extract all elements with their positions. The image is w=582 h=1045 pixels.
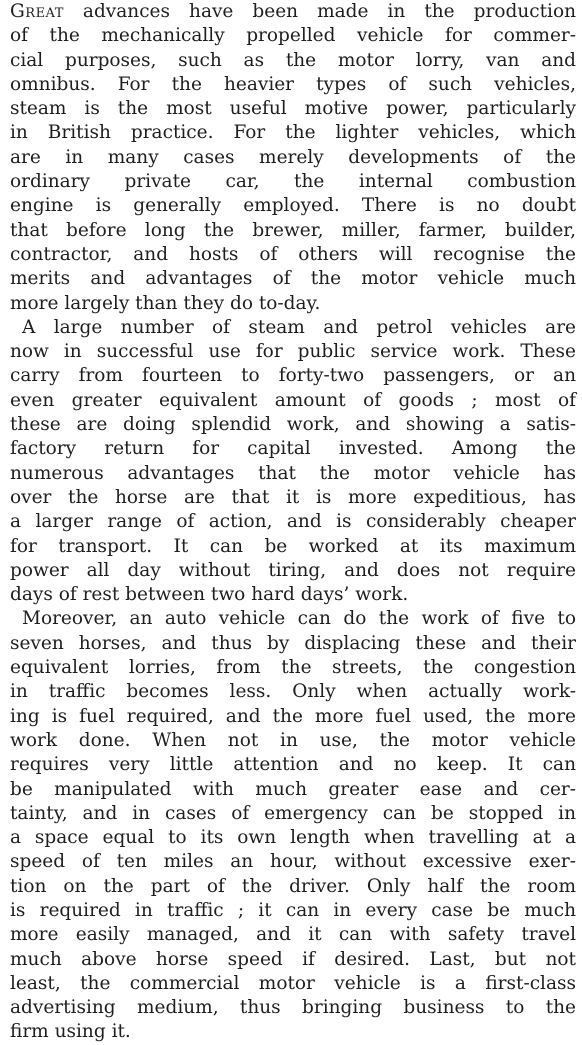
- text-line: numerous advantages that the motor vehicle has: [10, 462, 576, 484]
- text-line: days of rest between two hard days’ work.: [10, 584, 409, 606]
- text-line: [10, 0, 576, 24]
- text-line: of the mechanically propelled vehicle for commer-: [10, 25, 576, 47]
- text-line: in British practice. For the lighter vehicles, which: [10, 122, 576, 144]
- text-line: ing is fuel required, and the more fuel used, the more: [10, 705, 576, 727]
- text-line: steam is the most useful motive power, particularly: [10, 98, 576, 120]
- text-line: power all day without tiring, and does not require: [10, 559, 576, 581]
- text-line: much above horse speed if desired. Last, but not: [10, 948, 576, 970]
- paragraph-1: [10, 0, 576, 316]
- text-line: firm using it.: [10, 1021, 131, 1043]
- text-line: cial purposes, such as the motor lorry, van and: [10, 49, 576, 71]
- text-line: that before long the brewer, miller, farmer, builder,: [10, 219, 576, 241]
- text-line: A large number of steam and petrol vehicles are: [22, 316, 576, 338]
- text-line: a space equal to its own length when travelling at a: [10, 827, 576, 849]
- text-line: over the horse are that it is more expeditious, has: [10, 486, 576, 508]
- text-line: contractor, and hosts of others will recognise the: [10, 243, 576, 265]
- paragraph-2: [10, 316, 576, 608]
- text-line: these are doing splendid work, and showing a satis-: [10, 414, 576, 436]
- text-line: even greater equivalent amount of goods ; most of: [10, 389, 576, 411]
- text-line-content: advances have been made in the production: [63, 1, 576, 22]
- text-line: merits and advantages of the motor vehicle much: [10, 268, 576, 290]
- text-line: for transport. It can be worked at its maximum: [10, 535, 576, 557]
- text-line: omnibus. For the heavier types of such vehicles,: [10, 73, 576, 95]
- text-line: now in successful use for public service work. These: [10, 341, 576, 363]
- text-line: more easily managed, and it can with safety travel: [10, 924, 576, 946]
- text-line: requires very little attention and no keep. It can: [10, 754, 576, 776]
- text-line: factory return for capital invested. Among the: [10, 438, 576, 460]
- text-line: least, the commercial motor vehicle is a first-class: [10, 972, 576, 994]
- text-line: are in many cases merely developments of the: [10, 146, 576, 168]
- text-line: ordinary private car, the internal combustion: [10, 171, 576, 193]
- text-line: Moreover, an auto vehicle can do the work of five to: [22, 608, 576, 630]
- paragraph-3: [10, 607, 576, 1044]
- text-line: seven horses, and thus by displacing these and their: [10, 632, 576, 654]
- text-line: is required in traffic ; it can in every case be much: [10, 899, 576, 921]
- text-line: a larger range of action, and is considerably cheaper: [10, 511, 576, 533]
- text-line: equivalent lorries, from the streets, the congestion: [10, 657, 576, 679]
- text-line: more largely than they do to-day.: [10, 292, 321, 314]
- text-line: be manipulated with much greater ease and cer-: [10, 778, 576, 800]
- text-line: work done. When not in use, the motor vehicle: [10, 729, 576, 751]
- text-line: engine is generally employed. There is no doubt: [10, 195, 576, 217]
- text-line: tion on the part of the driver. Only half the room: [10, 875, 576, 897]
- text-line: tainty, and in cases of emergency can be stopped in: [10, 802, 576, 824]
- text-line: speed of ten miles an hour, without excessive exer-: [10, 851, 576, 873]
- text-line: in traffic becomes less. Only when actually work-: [10, 681, 576, 703]
- lead-word: Great: [10, 1, 64, 22]
- text-line: carry from fourteen to forty-two passengers, or an: [10, 365, 576, 387]
- text-line: advertising medium, thus bringing business to the: [10, 997, 576, 1019]
